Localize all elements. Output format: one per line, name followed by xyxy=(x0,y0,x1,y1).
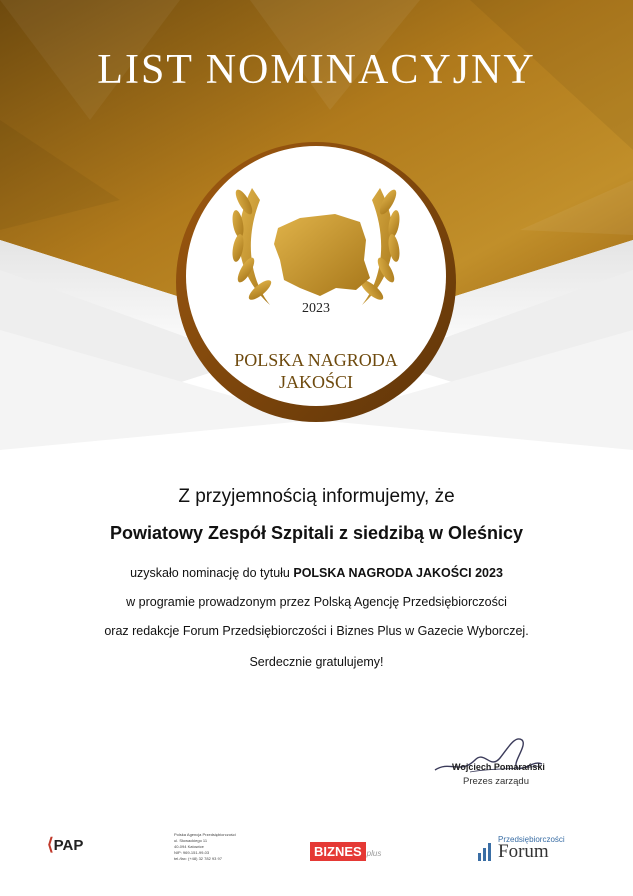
signer-role: Prezes zarządu xyxy=(463,776,530,787)
certificate-title: LIST NOMINACYJNY xyxy=(97,47,536,93)
award-year: 2023 xyxy=(302,301,330,316)
signer-name: Wojciech Pomarański xyxy=(452,762,545,772)
editors-line: oraz redakcje Forum Przedsiębiorczości i Biznes Plus w Gazecie Wyborczej. xyxy=(104,624,529,638)
award-title: POLSKA NAGRODA JAKOŚCI 2023 xyxy=(293,566,503,580)
award-name-line1: POLSKA NAGRODA xyxy=(234,350,398,370)
recipient-name: Powiatowy Zespół Szpitali z siedzibą w Oleśnicy xyxy=(109,523,524,543)
agency-address: Polska Agencja Przedsiębiorczości ul. Słowackiego 11 40-094 Katowice NIP: 969-151-99-03 tel./fax: (+48) 32 782 93 97 xyxy=(174,832,236,861)
biznes-plus-logo: BIZNES plus xyxy=(310,842,381,861)
pap-mark-icon: ⟨ xyxy=(47,835,54,854)
award-name-line2: JAKOŚCI xyxy=(278,372,354,392)
congratulations-line: Serdecznie gratulujemy! xyxy=(249,655,384,669)
forum-bars-icon xyxy=(478,841,496,861)
nomination-prefix: uzyskało nominację do tytułu xyxy=(130,566,294,580)
nomination-line xyxy=(0,566,633,580)
intro-text: Z przyjemnością informujemy, że xyxy=(178,486,455,507)
pap-logo: ⟨PAP xyxy=(47,835,84,854)
award-medallion xyxy=(160,140,472,430)
program-line: w programie prowadzonym przez Polską Agencję Przedsiębiorczości xyxy=(126,595,507,609)
